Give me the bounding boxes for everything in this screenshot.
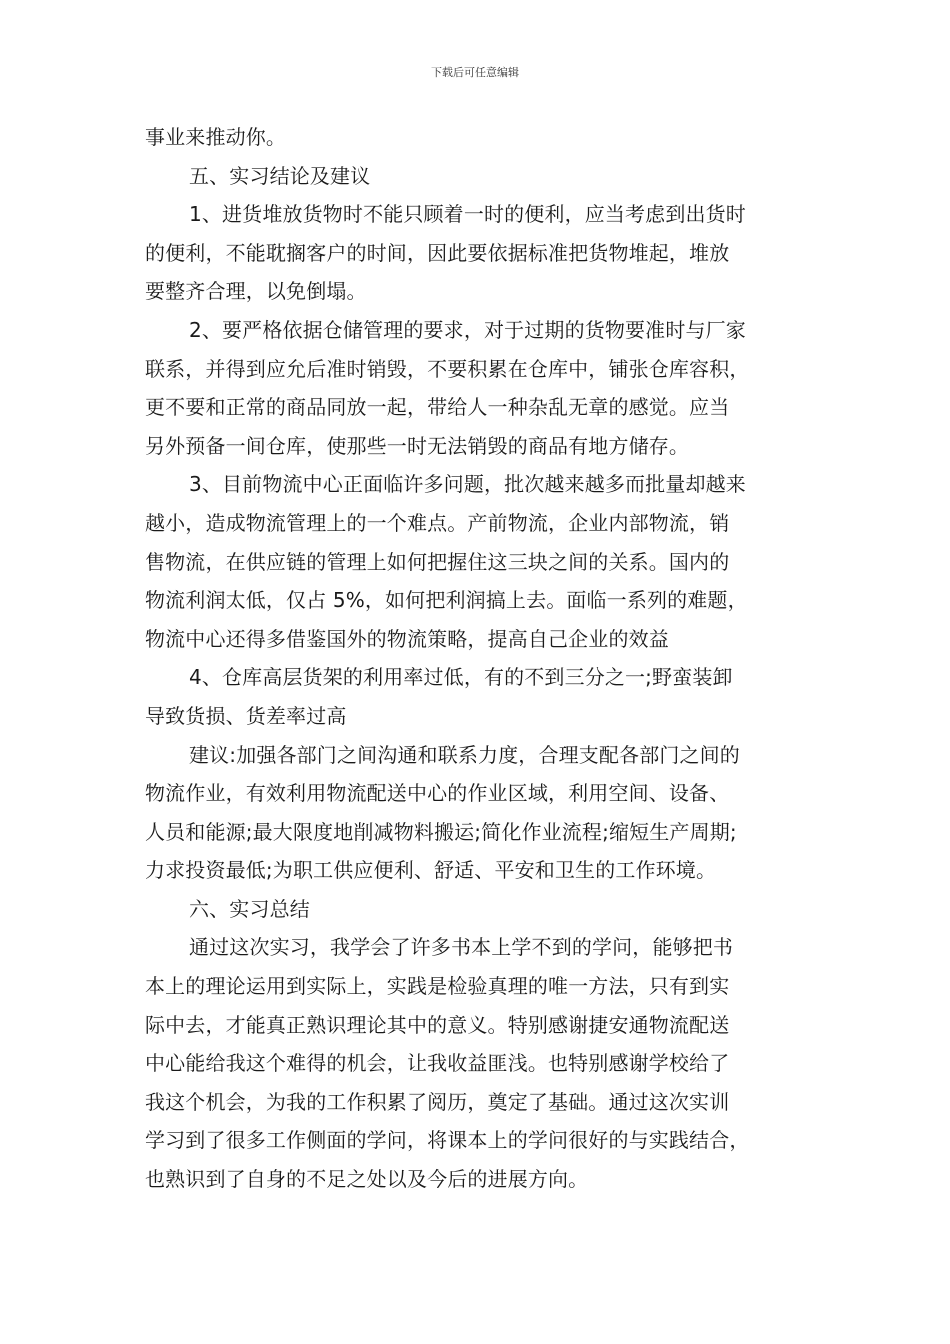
text-line: 建议:加强各部门之间沟通和联系力度，合理支配各部门之间的	[189, 742, 740, 767]
text-line: 更不要和正常的商品同放一起，带给人一种杂乱无章的感觉。应当	[145, 395, 730, 420]
text-line: 另外预备一间仓库，使那些一时无法销毁的商品有地方储存。	[145, 433, 690, 458]
text-line: 本上的理论运用到实际上，实践是检验真理的唯一方法，只有到实	[145, 974, 730, 999]
text-line: 际中去，才能真正熟识理论其中的意义。特别感谢捷安通物流配送	[145, 1012, 730, 1037]
text-line: 物流作业，有效利用物流配送中心的作业区域，利用空间、设备、	[145, 781, 730, 806]
section-heading-summary: 六、实习总结	[189, 896, 310, 921]
text-line: 的便利，不能耽搁客户的时间，因此要依据标准把货物堆起，堆放	[145, 240, 730, 265]
text-line: 越小，造成物流管理上的一个难点。产前物流，企业内部物流，销	[145, 510, 730, 535]
text-line: 联系，并得到应允后准时销毁，不要积累在仓库中，铺张仓库容积，	[145, 356, 750, 381]
text-line: 导致货损、货差率过高	[145, 703, 347, 728]
text-line: 2、要严格依据仓储管理的要求，对于过期的货物要准时与厂家	[189, 317, 746, 342]
document-body	[145, 118, 809, 1199]
text-line: 我这个机会，为我的工作积累了阅历，奠定了基础。通过这次实训	[145, 1089, 730, 1114]
text-line: 售物流，在供应链的管理上如何把握住这三块之间的关系。国内的	[145, 549, 730, 574]
text-line: 4、仓库高层货架的利用率过低，有的不到三分之一;野蛮装卸	[189, 665, 733, 690]
text-line: 也熟识到了自身的不足之处以及今后的进展方向。	[145, 1167, 589, 1192]
text-line: 3、目前物流中心正面临许多问题，批次越来越多而批量却越来	[189, 472, 746, 497]
text-line: 事业来推动你。	[145, 125, 287, 149]
text-line: 物流利润太低，仅占 5%，如何把利润搞上去。面临一系列的难题，	[145, 588, 748, 613]
page-header: 下载后可任意编辑	[431, 66, 519, 79]
text-line: 学习到了很多工作侧面的学问，将课本上的学问很好的与实践结合，	[145, 1128, 750, 1153]
text-line: 人员和能源;最大限度地削减物料搬运;简化作业流程;缩短生产周期;	[145, 819, 737, 844]
section-heading-conclusions: 五、实习结论及建议	[189, 163, 371, 188]
text-line: 1、进货堆放货物时不能只顾着一时的便利，应当考虑到出货时	[189, 202, 746, 227]
text-line: 通过这次实习，我学会了许多书本上学不到的学问，能够把书	[189, 935, 734, 960]
text-line: 力求投资最低;为职工供应便利、舒适、平安和卫生的工作环境。	[145, 858, 717, 883]
text-line: 中心能给我这个难得的机会，让我收益匪浅。也特别感谢学校给了	[145, 1051, 730, 1076]
text-line: 要整齐合理，以免倒塌。	[145, 279, 367, 304]
text-line: 物流中心还得多借鉴国外的物流策略，提高自己企业的效益	[145, 626, 669, 651]
